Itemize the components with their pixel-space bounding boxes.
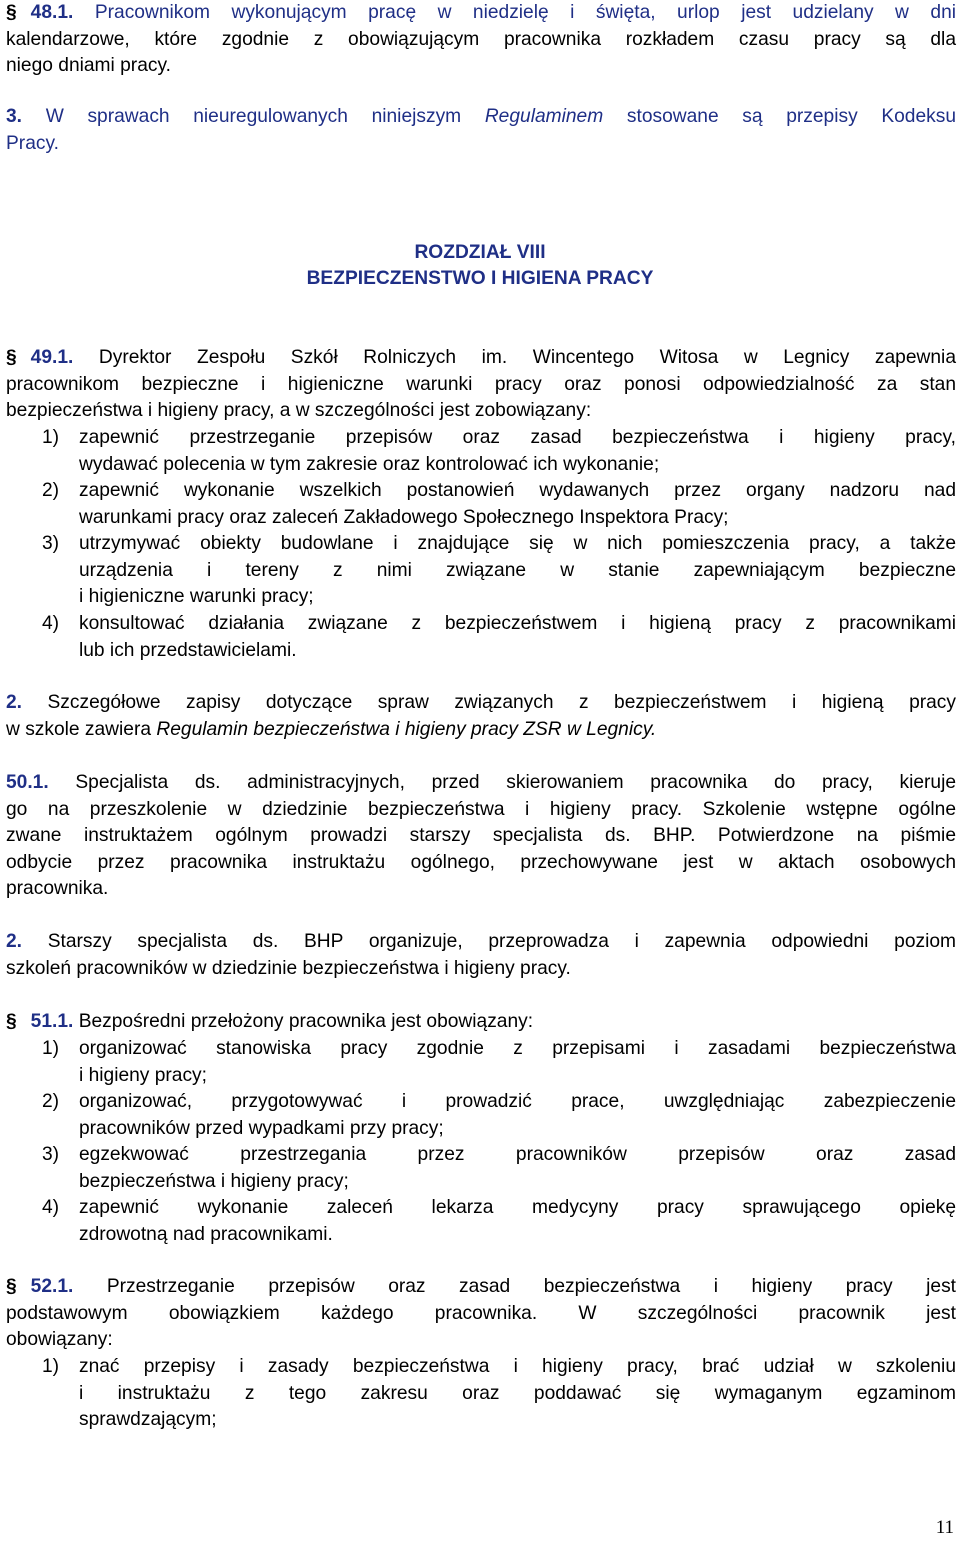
text-line: i higieny pracy; <box>79 1064 207 1086</box>
text-line: Przestrzeganie przepisów oraz zasad bezpieczeństwa i higieny pracy jest <box>106 1276 956 1297</box>
text-line: szkoleń pracowników w dziedzinie bezpieczeństwa i higieny pracy. <box>6 957 571 979</box>
chapter-title: ROZDZIAŁ VIII <box>414 242 546 263</box>
paragraph-number: 52.1. <box>30 1276 74 1297</box>
text-line: i instruktażu z tego zakresu oraz poddawać się wymaganym egzaminom <box>79 1382 956 1404</box>
text-line: obowiązany: <box>6 1329 113 1350</box>
text-segment: W sprawach nieuregulowanych niniejszym <box>45 106 462 127</box>
text-line: organizować stanowiska pracy zgodnie z przepisami i zasadami bezpieczeństwa <box>79 1038 956 1059</box>
text-line: lub ich przedstawicielami. <box>79 639 297 661</box>
paragraph-50-2 <box>6 929 956 982</box>
text-line: pracownikom bezpieczne i higieniczne warunki pracy oraz ponosi odpowiedzialność za stan <box>6 373 956 395</box>
section-sign: § <box>6 2 17 23</box>
paragraph-number: 50.1. <box>6 772 49 793</box>
text-line: utrzymywać obiekty budowlane i znajdujące się w nich pomieszczenia pracy, a także <box>79 533 956 554</box>
paragraph-52-1 <box>6 1274 956 1354</box>
text-line: podstawowym obowiązkiem każdego pracownika. W szczególności pracownik jest <box>6 1302 956 1324</box>
paragraph-number: 51.1. <box>30 1011 74 1032</box>
list-number: 4) <box>42 613 60 634</box>
list-number: 3) <box>42 533 60 554</box>
list-number: 1) <box>42 1038 60 1059</box>
text-line: kalendarzowe, które zgodnie z obowiązującym pracownika rozkładem czasu pracy są dla <box>6 28 956 50</box>
text-line: zapewnić przestrzeganie przepisów oraz zasad bezpieczeństwa i higieny pracy, <box>79 427 956 448</box>
text-line: zwane instruktażem ogólnym prowadzi starszy specjalista ds. BHP. Potwierdzone na piśmie <box>6 825 956 846</box>
text-line: wydawać polecenia w tym zakresie oraz kontrolować ich wykonanie; <box>79 453 660 475</box>
text-segment: stosowane są przepisy Kodeksu <box>626 106 956 127</box>
chapter-subtitle: BEZPIECZENSTWO I HIGIENA PRACY <box>306 268 654 289</box>
text-line: zapewnić wykonanie wszelkich postanowień wydawanych przez organy nadzoru nad <box>79 480 956 501</box>
page-number: 11 <box>935 1517 954 1538</box>
text-line: urządzenia i tereny z nimi związane w stanie zapewniającym bezpieczne <box>79 559 956 581</box>
italic-term: Regulaminem <box>484 106 604 127</box>
text-line: Bezpośredni przełożony pracownika jest obowiązany: <box>78 1011 534 1032</box>
text-line: sprawdzającym; <box>79 1409 217 1430</box>
paragraph-number: 2. <box>6 692 23 713</box>
paragraph-48-3 <box>6 104 956 157</box>
list-number: 3) <box>42 1144 60 1165</box>
text-line: Specjalista ds. administracyjnych, przed skierowaniem pracownika do pracy, kieruje <box>75 772 957 793</box>
text-segment: w szkole zawiera <box>6 718 152 740</box>
section-sign: § <box>6 347 17 368</box>
text-line: go na przeszkolenie w dziedzinie bezpieczeństwa i higieny pracy. Szkolenie wstępne ogólne <box>6 798 956 820</box>
paragraph-49-2 <box>6 690 956 743</box>
text-line: i higieniczne warunki pracy; <box>79 586 314 607</box>
text-line: Szczegółowe zapisy dotyczące spraw związanych z bezpieczeństwem i higieną pracy <box>47 692 956 713</box>
text-line: pracownika. <box>6 878 109 899</box>
text-line: znać przepisy i zasady bezpieczeństwa i higieny pracy, brać udział w szkoleniu <box>79 1356 956 1377</box>
text-line: Dyrektor Zespołu Szkół Rolniczych im. Wincentego Witosa w Legnicy zapewnia <box>98 347 956 368</box>
list-number: 4) <box>42 1197 60 1218</box>
text-line: odbycie przez pracownika instruktażu ogólnego, przechowywane jest w aktach osobowych <box>6 851 956 873</box>
list-number: 1) <box>42 427 60 448</box>
paragraph-49-1 <box>6 345 956 425</box>
text-line: konsultować działania związane z bezpieczeństwem i higieną pracy z pracownikami <box>79 613 956 634</box>
section-sign: § <box>6 1011 17 1032</box>
list-number: 1) <box>42 1356 60 1377</box>
paragraph-number: 48.1. <box>30 2 74 23</box>
text-line: niego dniami pracy. <box>6 55 171 76</box>
text-line: Pracownikom wykonującym pracę w niedzielę i święta, urlop jest udzielany w dni <box>94 2 956 23</box>
text-line: Pracy. <box>6 132 59 154</box>
paragraph-number: 2. <box>6 931 23 952</box>
text-line: warunkami pracy oraz zaleceń Zakładowego Społecznego Inspektora Pracy; <box>79 506 729 528</box>
text-line: bezpieczeństwa i higieny pracy, a w szczególności jest zobowiązany: <box>6 400 592 421</box>
text-line: zdrowotną nad pracownikami. <box>79 1223 333 1245</box>
paragraph-number: 49.1. <box>30 347 74 368</box>
paragraph-48-1 <box>6 0 956 80</box>
paragraph-50-1 <box>6 770 956 903</box>
paragraph-number: 3. <box>6 106 23 127</box>
text-line: bezpieczeństwa i higieny pracy; <box>79 1170 349 1192</box>
list-number: 2) <box>42 1091 60 1112</box>
text-line: Starszy specjalista ds. BHP organizuje, przeprowadza i zapewnia odpowiedni poziom <box>47 931 956 952</box>
text-line: organizować, przygotowywać i prowadzić prace, uwzględniając zabezpieczenie <box>79 1091 956 1112</box>
text-line: zapewnić wykonanie zaleceń lekarza medycyny pracy sprawującego opiekę <box>79 1197 956 1218</box>
text-line: pracowników przed wypadkami przy pracy; <box>79 1117 444 1139</box>
italic-term: Regulamin bezpieczeństwa i higieny pracy ZSR w Legnicy. <box>156 718 657 740</box>
paragraph-51-1 <box>6 1009 956 1036</box>
text-line: egzekwować przestrzegania przez pracowników przepisów oraz zasad <box>79 1144 956 1165</box>
list-number: 2) <box>42 480 60 501</box>
section-sign: § <box>6 1276 17 1297</box>
